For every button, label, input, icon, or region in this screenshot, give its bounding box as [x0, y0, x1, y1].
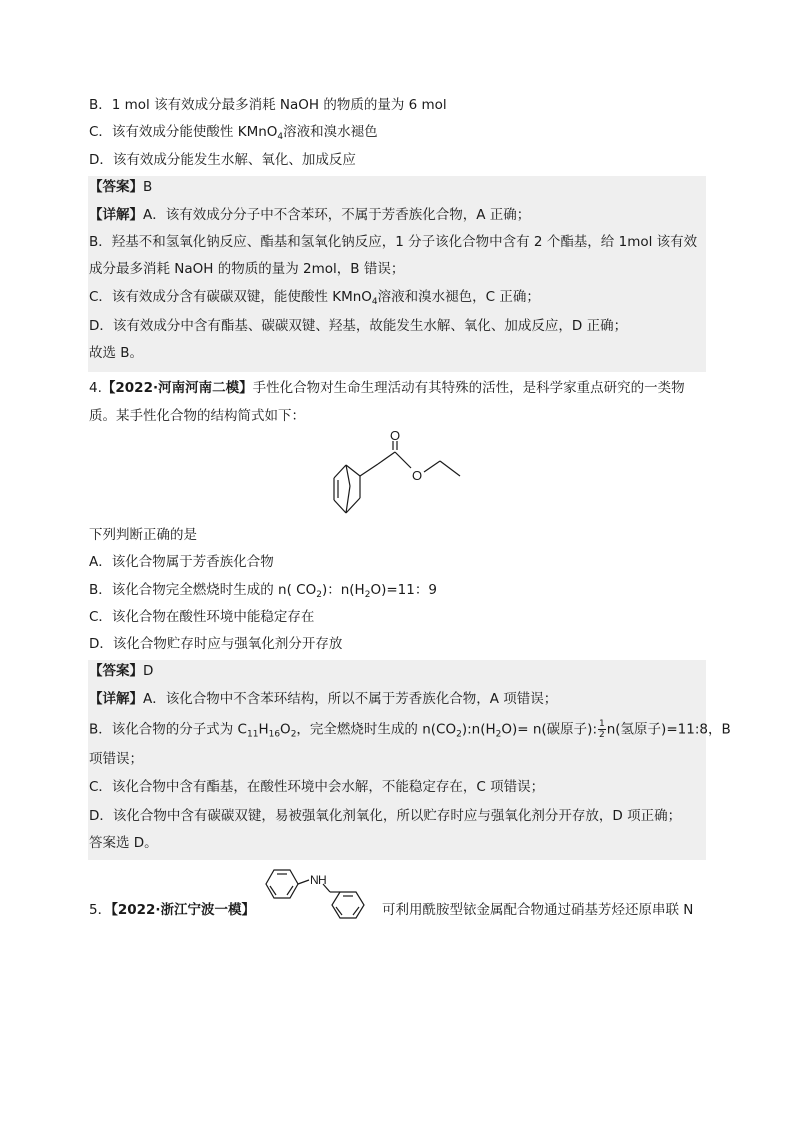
q5-source: 5．【2022·浙江宁波一模】 [89, 902, 256, 918]
q5-hydrogen-atom: H [318, 873, 327, 887]
q4-fraction: $\frac{1}{2}$ [599, 719, 605, 740]
q3-detail-d: D．该有效成分中含有酯基、碳碳双键、羟基，故能发生水解、氧化、加成反应，D 正确； [89, 318, 628, 334]
q4-detail-c: C．该化合物中含有酯基，在酸性环境中会水解，不能稳定存在，C 项错误； [89, 779, 545, 795]
q4-option-d: D．该化合物贮存时应与强氧化剂分开存放 [89, 636, 343, 652]
q4-detail-b-line1: B．该化合物的分子式为 $C_{11}H_{16}O_2$，完全燃烧时生成的 $n(CO_2):n(H_2O)= n$(碳原子): $\frac{1}{2}$ n(氢原子)=11:8，B [89, 719, 731, 740]
q4-ester-oxygen: O [412, 468, 423, 483]
q4-conclusion: 答案选 D。 [89, 835, 158, 851]
q4-detail-a: 【详解】A．该化合物中不含苯环结构，所以不属于芳香族化合物，A 项错误； [89, 691, 558, 707]
q5-nitrogen-atom: N [310, 873, 319, 887]
q4-structure-diagram [320, 428, 480, 520]
q4-carbonyl-oxygen: O [390, 428, 401, 443]
q3-detail-c: C．该有效成分含有碳碳双键，能使酸性 KMnO$_4$溶液和溴水褪色，C 正确； [89, 289, 540, 307]
q3-detail-a: 【详解】A．该有效成分分子中不含苯环，不属于芳香族化合物，A 正确； [89, 207, 531, 223]
q4-prompt: 下列判断正确的是 [89, 527, 197, 543]
q4-answer: 【答案】D [89, 663, 154, 679]
q4-detail-b-line2: 项错误； [89, 751, 143, 767]
q4-option-b: B．该化合物完全燃烧时生成的 n( $CO_2$)：$n(H_2O)=11$：9 [89, 582, 437, 600]
q4-stem-line1: 4.【2022·河南河南二模】手性化合物对生命生理活动有其特殊的活性，是科学家重点研究的一类物 [89, 380, 685, 396]
q4-stem-line2: 质。某手性化合物的结构简式如下： [89, 408, 305, 424]
q3-answer: 【答案】B [89, 179, 153, 195]
q5-structure-diagram [252, 862, 378, 922]
q3-option-c: C．该有效成分能使酸性 KMnO$_4$溶液和溴水褪色 [89, 124, 378, 142]
q4-detail-d: D．该化合物中含有碳碳双键，易被强氧化剂氧化，所以贮存时应与强氧化剂分开存放，D 项正确； [89, 808, 682, 824]
q5-stem: 可利用酰胺型铱金属配合物通过硝基芳烃还原串联 N [382, 902, 694, 918]
q4-option-c: C．该化合物在酸性环境中能稳定存在 [89, 609, 315, 625]
q3-option-d: D．该有效成分能发生水解、氧化、加成反应 [89, 152, 356, 168]
q3-detail-b-line1: B．羟基不和氢氧化钠反应、酯基和氢氧化钠反应，1 分子该化合物中含有 2 个酯基，给 1mol 该有效 [89, 234, 698, 250]
q4-option-a: A．该化合物属于芳香族化合物 [89, 554, 274, 570]
q3-option-b: B．1 mol 该有效成分最多消耗 NaOH 的物质的量为 6 mol [89, 97, 447, 113]
q3-conclusion: 故选 B。 [89, 345, 144, 361]
q3-detail-b-line2: 成分最多消耗 NaOH 的物质的量为 2mol，B 错误； [89, 261, 405, 277]
